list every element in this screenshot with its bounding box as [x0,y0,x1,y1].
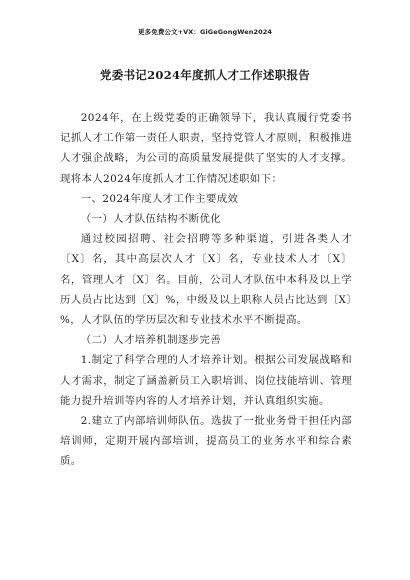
document-title: 党委书记2024年度抓人才工作述职报告 [99,68,311,82]
document-body [60,108,352,472]
intro-paragraph: 2024年，在上级党委的正确领导下，我认真履行党委书记抓人才工作第一责任人职责，坚持党管人才原则，积极推进人才强企战略，为公司的高质量发展提供了坚实的人才支撑。现将本人2024年度抓人才工作情况述职如下： [60,112,352,185]
sub-heading-1: （一）人才队伍结构不断优化 [80,213,222,226]
section-heading-1: 一、2024年度人才工作主要成效 [80,192,239,205]
header-note: 更多免费公文+VX：GiGeGongWen2024 [138,28,272,36]
paragraph-internal-trainers: 2.建立了内部培训师队伍。选拔了一批业务骨干担任内部培训师，定期开展内部培训，提高员工的业务水平和综合素质。 [60,415,352,468]
paragraph-talent-structure: 通过校园招聘、社会招聘等多种渠道，引进各类人才〔X〕名，其中高层次人才〔X〕名，专业技术人才〔X〕名，管理人才〔X〕名。目前，公司人才队伍中本科及以上学历人员占比达到〔X〕%，中级及以上职称人员占比达到〔X〕%，人才队伍的学历层次和专业技术水平不断提高。 [60,233,352,327]
paragraph-training-plan: 1.制定了科学合理的人才培养计划。根据公司发展战略和人才需求，制定了涵盖新员工入职培训、岗位技能培训、管理能力提升培训等内容的人才培养计划，并认真组织实施。 [60,354,352,407]
sub-heading-2: （二）人才培养机制逐步完善 [80,334,222,347]
